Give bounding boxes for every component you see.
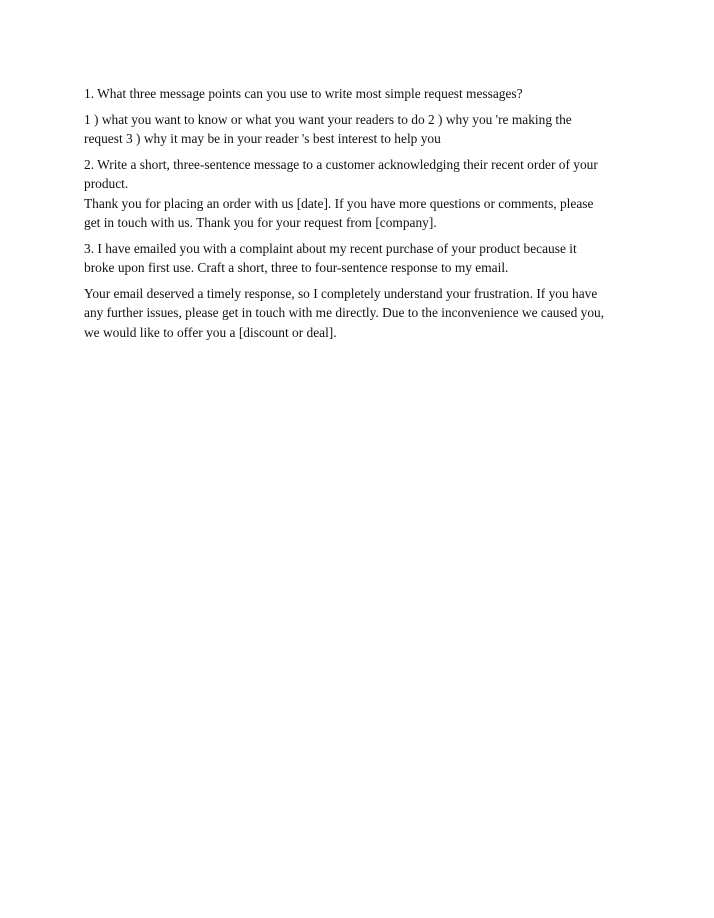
question-1 [84,84,644,104]
question-1-text: 1. What three message points can you use to write most simple request messages? [84,86,523,101]
answer-1-line: 1 ) what you want to know or what you want your readers to do 2 ) why you 're making the [84,111,572,127]
answer-1 [84,110,644,149]
question-2 [84,155,644,194]
question-2-line: product. [84,176,129,191]
question-3-line: broke upon first use. Craft a short, three to four-sentence response to my email. [84,260,509,275]
answer-2-line: Thank you for placing an order with us [date]. If you have more questions or comments, please [84,195,594,211]
question-2-line: 2. Write a short, three-sentence message to a customer acknowledging their recent order of your [84,156,598,172]
answer-1-line: request 3 ) why it may be in your reader 's best interest to help you [84,131,441,146]
question-3 [84,239,644,278]
question-3-line: 3. I have emailed you with a complaint about my recent purchase of your product because it [84,240,577,256]
answer-2-line: get in touch with us. Thank you for your request from [company]. [84,215,437,230]
answer-3 [84,284,644,343]
answer-3-line: any further issues, please get in touch with me directly. Due to the inconvenience we caused you, [84,305,605,320]
answer-3-line: Your email deserved a timely response, so I completely understand your frustration. If you have [84,285,598,301]
document-body [84,84,644,348]
answer-2 [84,194,644,233]
answer-3-line: we would like to offer you a [discount or deal]. [84,324,337,340]
